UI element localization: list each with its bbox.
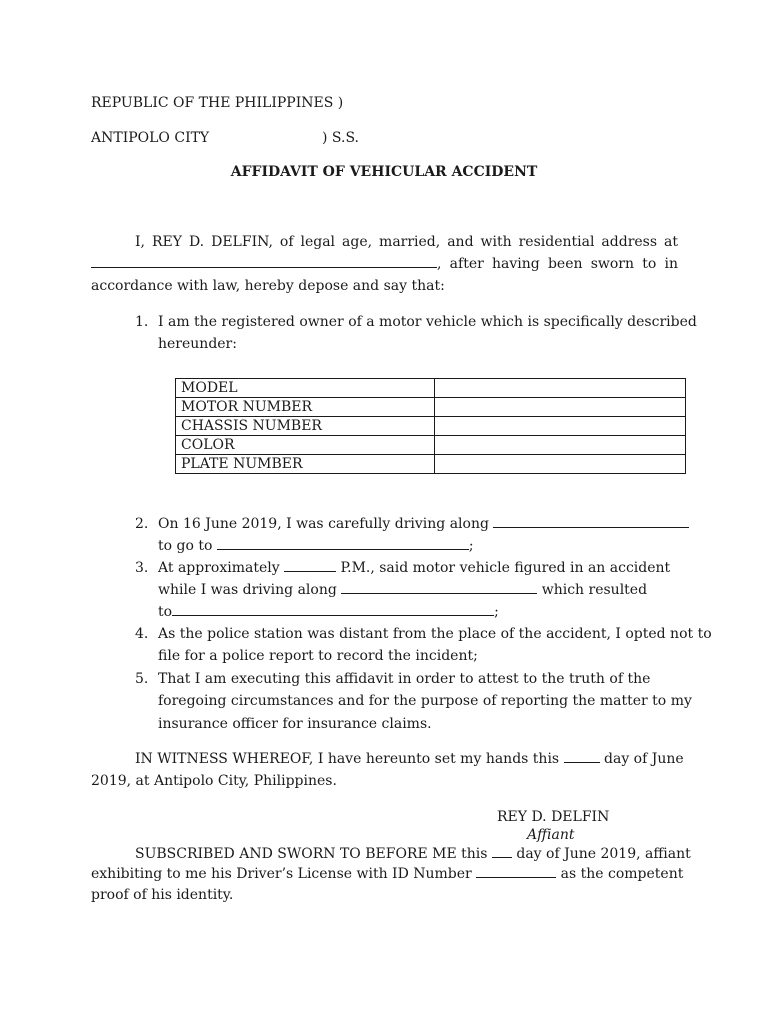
jurat-text-2b: as the competent xyxy=(560,866,684,882)
venue-city: ANTIPOLO CITY xyxy=(91,130,210,146)
item-2-text-2: to go to xyxy=(158,538,213,554)
item-1-number: 1. xyxy=(135,314,149,330)
item-3-line-1 xyxy=(158,557,670,579)
item-5-line-1: That I am executing this affidavit in order to attest to the truth of the xyxy=(158,671,651,687)
item-4-line-2: file for a police report to record the incident; xyxy=(158,648,478,664)
jurat-text-1a: SUBSCRIBED AND SWORN TO BEFORE ME this xyxy=(135,846,488,862)
item-3-text-2b: which resulted xyxy=(541,582,648,598)
intro-line-1: I, REY D. DELFIN, of legal age, married, and with residential address at xyxy=(135,234,678,250)
table-row xyxy=(176,417,686,436)
jurat-text-2a: exhibiting to me his Driver’s License with ID Number xyxy=(91,866,472,882)
jurat-line-1 xyxy=(135,843,691,865)
item-5-line-3: insurance officer for insurance claims. xyxy=(158,716,432,732)
table-row xyxy=(176,379,686,398)
item-1-line-1: I am the registered owner of a motor vehicle which is specifically described xyxy=(158,314,697,330)
table-row-label: CHASSIS NUMBER xyxy=(176,417,435,436)
item-3-text-3a: to xyxy=(158,604,173,620)
table-row-label: MOTOR NUMBER xyxy=(176,398,435,417)
time-blank xyxy=(284,557,336,572)
item-5-number: 5. xyxy=(135,671,149,687)
venue-ss: ) S.S. xyxy=(322,130,359,146)
table-row-label: PLATE NUMBER xyxy=(176,455,435,474)
accident-road-blank xyxy=(341,579,537,594)
table-row-value xyxy=(435,455,686,474)
witness-line-2: 2019, at Antipolo City, Philippines. xyxy=(91,773,337,789)
item-2-line-1 xyxy=(158,513,689,535)
item-3-text-1a: At approximately xyxy=(158,560,280,576)
intro-line-2-text: , after having been sworn to in xyxy=(437,256,678,272)
table-row-value xyxy=(435,417,686,436)
witness-text-1a: IN WITNESS WHEREOF, I have hereunto set my hands this xyxy=(135,751,560,767)
jurat-text-1b: day of June 2019, affiant xyxy=(516,846,691,862)
id-number-blank xyxy=(476,863,556,878)
table-row-value xyxy=(435,379,686,398)
witness-text-1b: day of June xyxy=(604,751,684,767)
road-blank xyxy=(493,513,689,528)
item-3-text-2a: while I was driving along xyxy=(158,582,337,598)
jurat-day-blank xyxy=(492,843,512,858)
destination-blank xyxy=(217,535,469,550)
vehicle-details-table xyxy=(175,378,686,474)
intro-line-3: accordance with law, hereby depose and say that: xyxy=(91,278,445,294)
table-row xyxy=(176,455,686,474)
item-1-line-2: hereunder: xyxy=(158,336,237,352)
jurat-line-3: proof of his identity. xyxy=(91,887,234,903)
item-2-line-2 xyxy=(158,535,474,557)
item-3-number: 3. xyxy=(135,560,149,576)
result-blank xyxy=(172,601,494,616)
item-2-number: 2. xyxy=(135,516,149,532)
item-4-number: 4. xyxy=(135,626,149,642)
table-row-label: MODEL xyxy=(176,379,435,398)
item-3-text-1b: P.M., said motor vehicle figured in an accident xyxy=(340,560,671,576)
witness-day-blank xyxy=(564,748,600,763)
witness-line-1 xyxy=(135,748,684,770)
jurat-line-2 xyxy=(91,863,683,885)
item-3-line-3 xyxy=(158,601,499,623)
document-title: AFFIDAVIT OF VEHICULAR ACCIDENT xyxy=(230,164,538,180)
table-row xyxy=(176,398,686,417)
item-2-text-1: On 16 June 2019, I was carefully driving along xyxy=(158,516,489,532)
address-blank xyxy=(91,253,437,268)
item-4-line-1: As the police station was distant from the place of the accident, I opted not to xyxy=(158,626,712,642)
item-3-semicolon: ; xyxy=(494,604,499,620)
affiant-role: Affiant xyxy=(527,827,575,843)
table-row-value xyxy=(435,436,686,455)
affiant-name: REY D. DELFIN xyxy=(497,809,610,825)
table-row-label: COLOR xyxy=(176,436,435,455)
item-3-line-2 xyxy=(158,579,647,601)
table-row-value xyxy=(435,398,686,417)
table-row xyxy=(176,436,686,455)
intro-line-2 xyxy=(91,253,437,275)
item-5-line-2: foregoing circumstances and for the purpose of reporting the matter to my xyxy=(158,693,692,709)
item-2-semicolon: ; xyxy=(468,538,474,554)
venue-republic: REPUBLIC OF THE PHILIPPINES ) xyxy=(91,95,344,111)
